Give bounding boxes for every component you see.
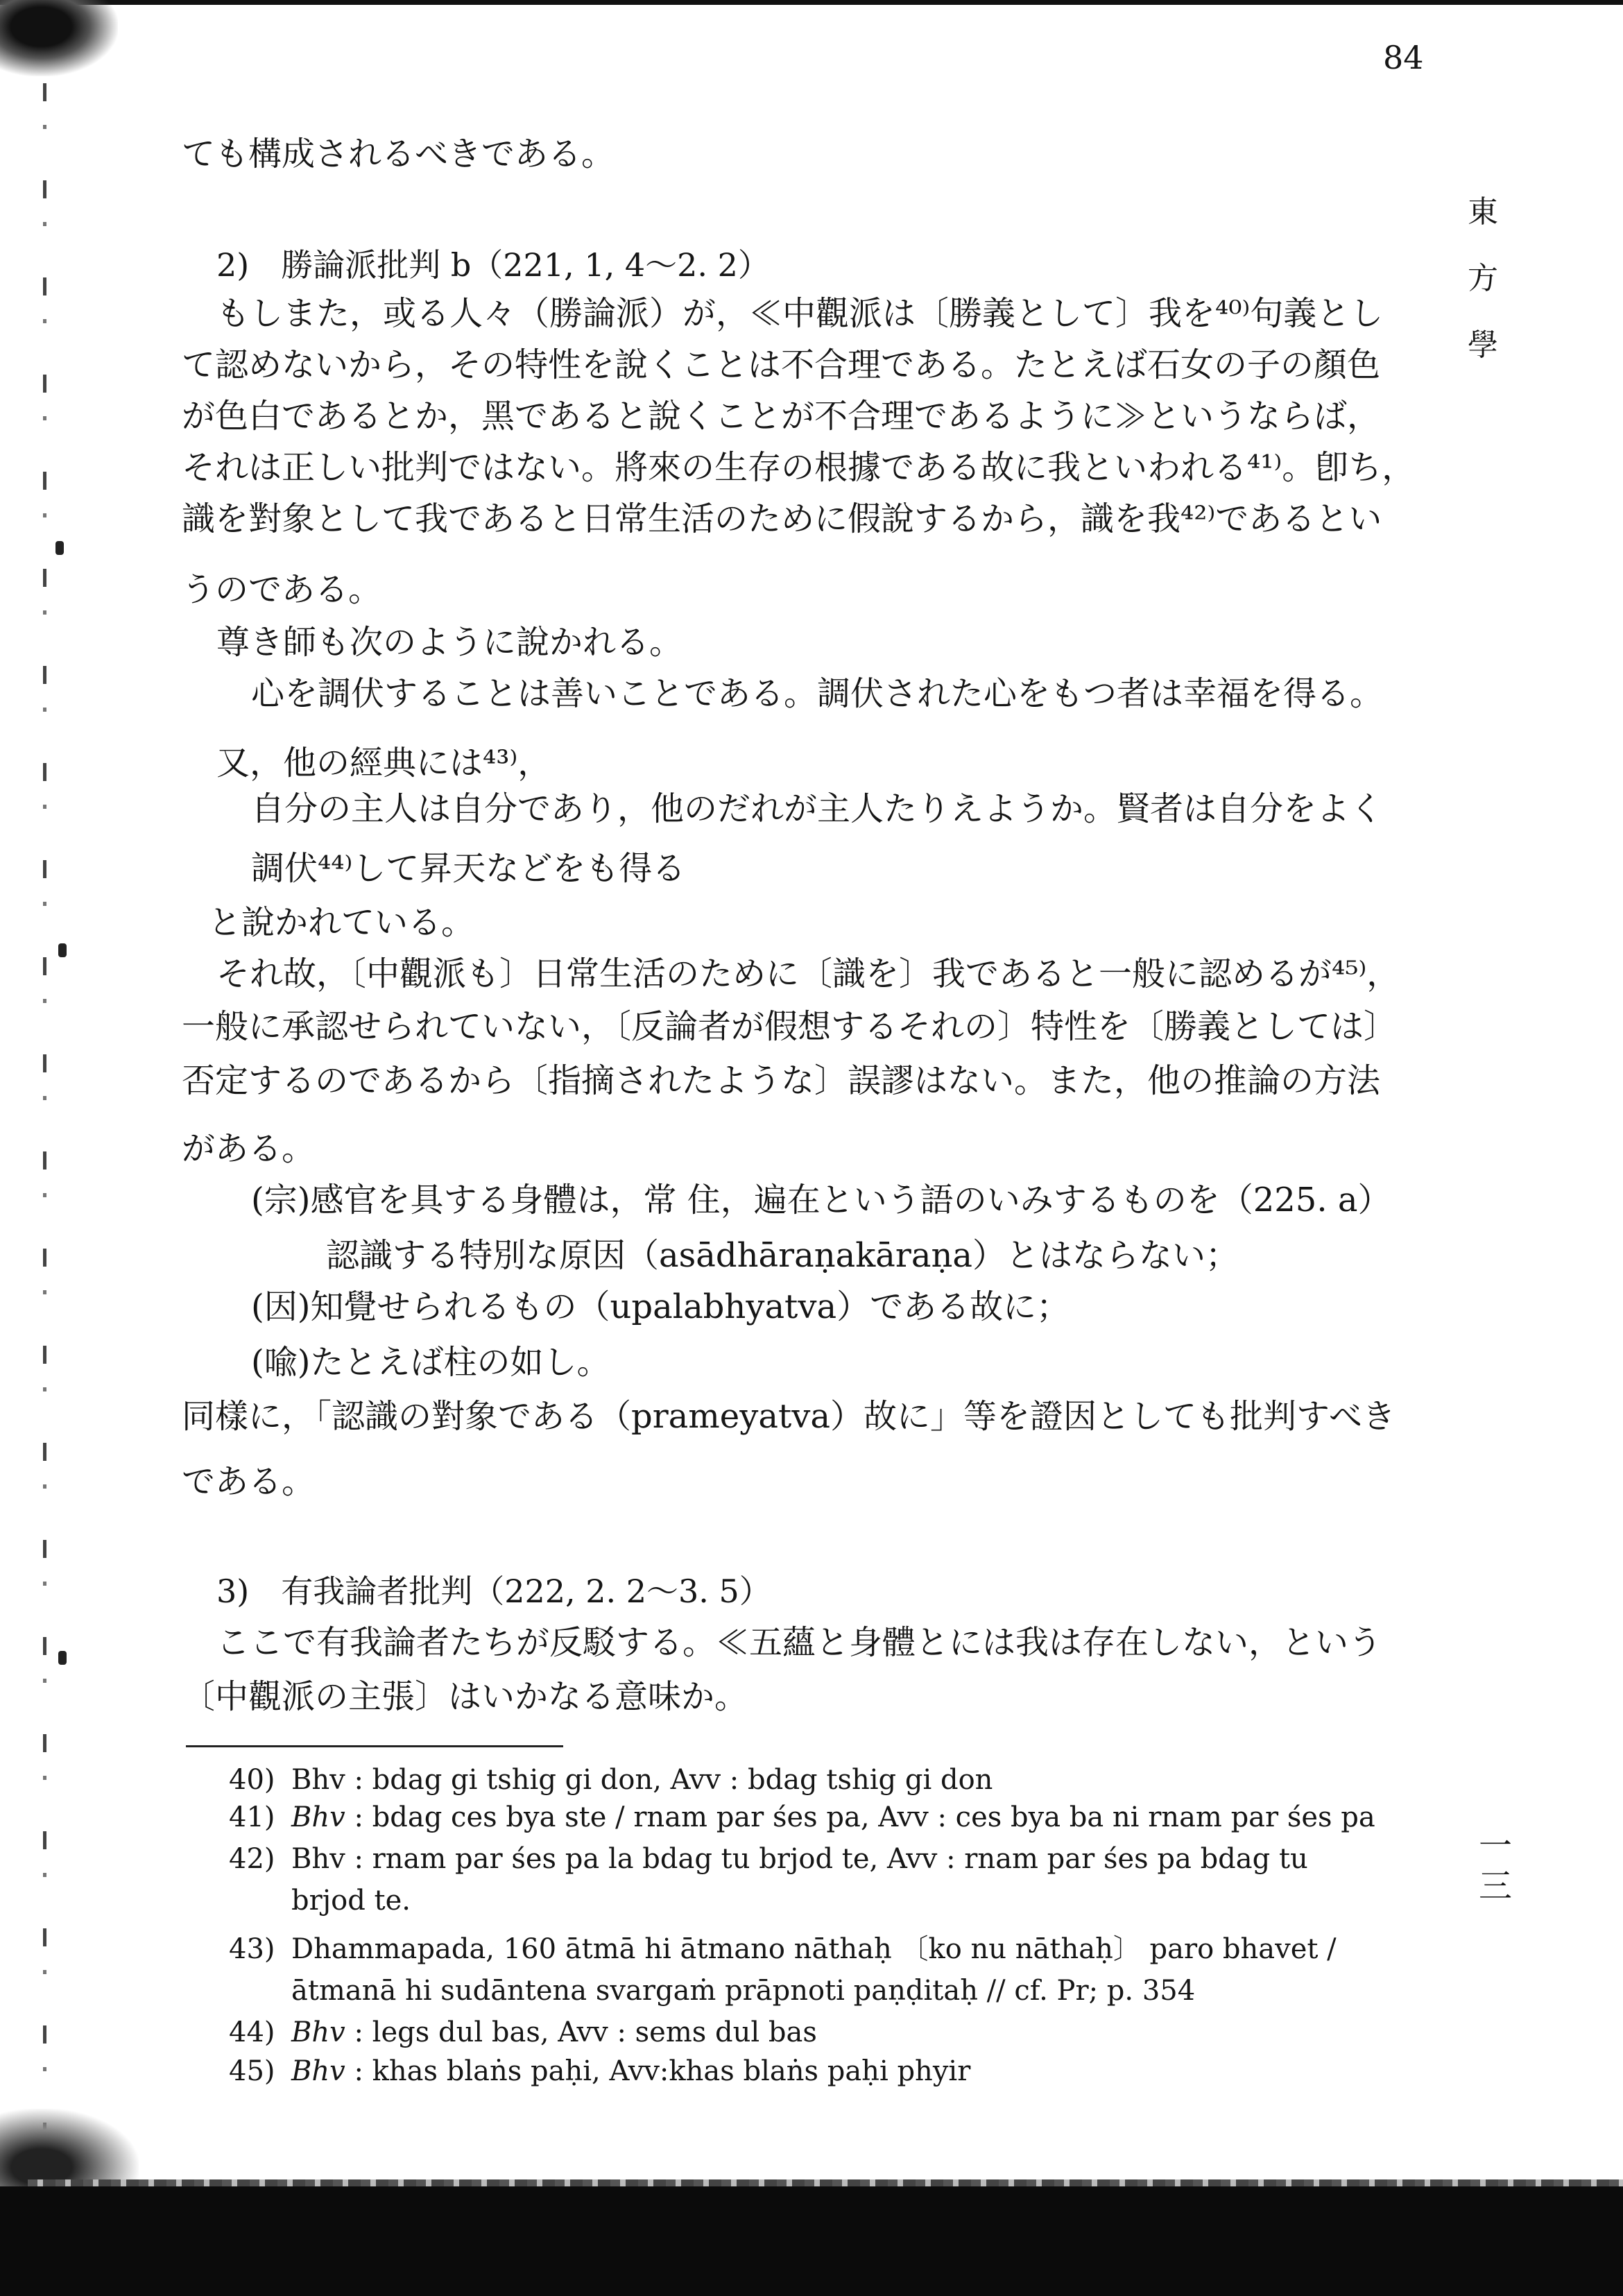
folio-char: 一 [1478,1826,1512,1865]
footnote-source: Bhv [291,2055,345,2087]
syllogism-line: (因)知覺せられるもの（upalabhyatva）である故に； [251,1287,1070,1326]
journal-title-char: 方 [1468,261,1498,296]
body-line: ここで有我論者たちが反駁する。≪五蘊と身體とには我は存在しない，という [216,1623,1382,1662]
syllogism-line: 認識する特別な原因（asādhāraṇakāraṇa）とはならない； [326,1236,1239,1275]
body-line: 又，他の經典には⁴³⁾， [216,744,551,782]
footnote [229,2053,970,2089]
footnote-number: 41) [229,1801,275,1833]
journal-title-vertical [1463,179,1502,379]
quote-line: 自分の主人は自分であり，他のだれが主人たりえようか。賢者は自分をよく [251,789,1384,828]
section-heading: 3) 有我論者批判（222, 2. 2～3. 5） [216,1573,771,1610]
body-line: ても構成されるべきである。 [182,135,615,173]
footnote [229,1762,993,1798]
footnote [229,1799,1375,1835]
body-line: 同樣に，「認識の對象である（prameyatva）故に」等を證因としても批判すべき [182,1397,1396,1436]
journal-title-char: 東 [1468,194,1498,230]
footnote-text: : legs dul bas, Avv : sems dul bas [345,2016,817,2048]
body-line: である。 [182,1462,316,1501]
footnote-number: 43) [229,1933,275,1965]
footnote-text: ātmanā hi sudāntena svargaṁ prāpnoti paṇḍitaḥ // cf. Pr; p. 354 [291,1975,1196,2007]
footnote-text: : khas blaṅs paḥi, Avv:khas blaṅs paḥi phyir [345,2055,971,2087]
footnote [229,2014,817,2050]
body-line: それは正しい批判ではない。將來の生存の根據である故に我といわれる⁴¹⁾。卽ち， [182,448,1416,487]
footnote-number: 45) [229,2055,275,2087]
footnote-source: Bhv [291,2016,345,2048]
footnote-text: Dhammapada, 160 ātmā hi ātmano nāthaḥ 〔ko nu nāthaḥ〕 paro bhavet / [291,1933,1337,1965]
footnote-text: : rnam par śes pa la bdag tu brjod te, Avv : rnam par śes pa bdag tu [345,1843,1308,1875]
body-line: 〔中觀派の主張〕はいかなる意味か。 [182,1677,748,1716]
quote-line: 心を調伏することは善いことである。調伏された心をもつ者は幸福を得る。 [251,674,1384,713]
body-line: それ故，〔中觀派も〕日常生活のために〔識を〕我であると一般に認めるが⁴⁵⁾， [216,954,1400,993]
footnote-rule [186,1745,563,1747]
scan-smudge-top-left [0,0,118,76]
footnote-text: brjod te. [291,1885,411,1917]
body-line: 一般に承認せられていない，〔反論者が假想するそれの〕特性を〔勝義としては〕 [182,1007,1398,1046]
footnote-source: Bhv [291,1764,345,1796]
binding-edge-line [43,83,46,2164]
binding-mark [58,943,67,957]
journal-title-char: 學 [1468,327,1498,363]
page-number: 84 [1383,39,1424,76]
footnote-continuation [229,1973,1195,2009]
kanji-folio-vertical [1476,1826,1515,1906]
body-line: がある。 [182,1129,316,1168]
footnote-source: Bhv [291,1801,345,1833]
footnote-text: : bdag gi tshig gi don, Avv : bdag tshig gi don [345,1764,993,1796]
body-line: 識を對象として我であると日常生活のために假說するから，識を我⁴²⁾であるとい [182,499,1382,538]
quote-line: 調伏⁴⁴⁾して昇天などをも得る [251,849,686,888]
folio-char: 三 [1478,1867,1512,1905]
footnote-number: 44) [229,2016,275,2048]
syllogism-line: (宗)感官を具する身體は，常 住，遍在という語のいみするものを（225. a） [251,1181,1391,1219]
scan-border-bottom [0,2186,1623,2296]
footnote-number: 42) [229,1843,275,1875]
scan-streak [28,2179,1623,2186]
body-line: もしまた，或る人々（勝論派）が，≪中觀派は〔勝義として〕我を⁴⁰⁾句義とし [216,294,1384,333]
section-heading: 2) 勝論派批判 b（221, 1, 4～2. 2） [216,246,770,284]
scan-border-top [0,0,1623,5]
footnote-number: 40) [229,1764,275,1796]
footnote-text: : bdag ces bya ste / rnam par śes pa, Avv : ces bya ba ni rnam par śes pa [345,1801,1375,1833]
body-line: 尊き師も次のように說かれる。 [216,623,683,662]
footnote-continuation [229,1883,411,1919]
body-line: うのである。 [182,570,382,609]
body-line: が色白であるとか，黑であると說くことが不合理であるように≫というならば， [182,397,1381,436]
body-line: と說かれている。 [208,903,475,942]
footnote [229,1841,1308,1877]
syllogism-line: (喩)たとえば柱の如し。 [251,1343,610,1382]
footnote-source: Bhv [291,1843,345,1875]
binding-mark [55,541,64,555]
body-line: 否定するのであるから〔指摘されたような〕誤謬はない。また，他の推論の方法 [182,1061,1381,1100]
body-line: て認めないから，その特性を說くことは不合理である。たとえば石女の子の顏色 [182,345,1381,384]
binding-mark [58,1651,67,1665]
footnote [229,1931,1337,1967]
